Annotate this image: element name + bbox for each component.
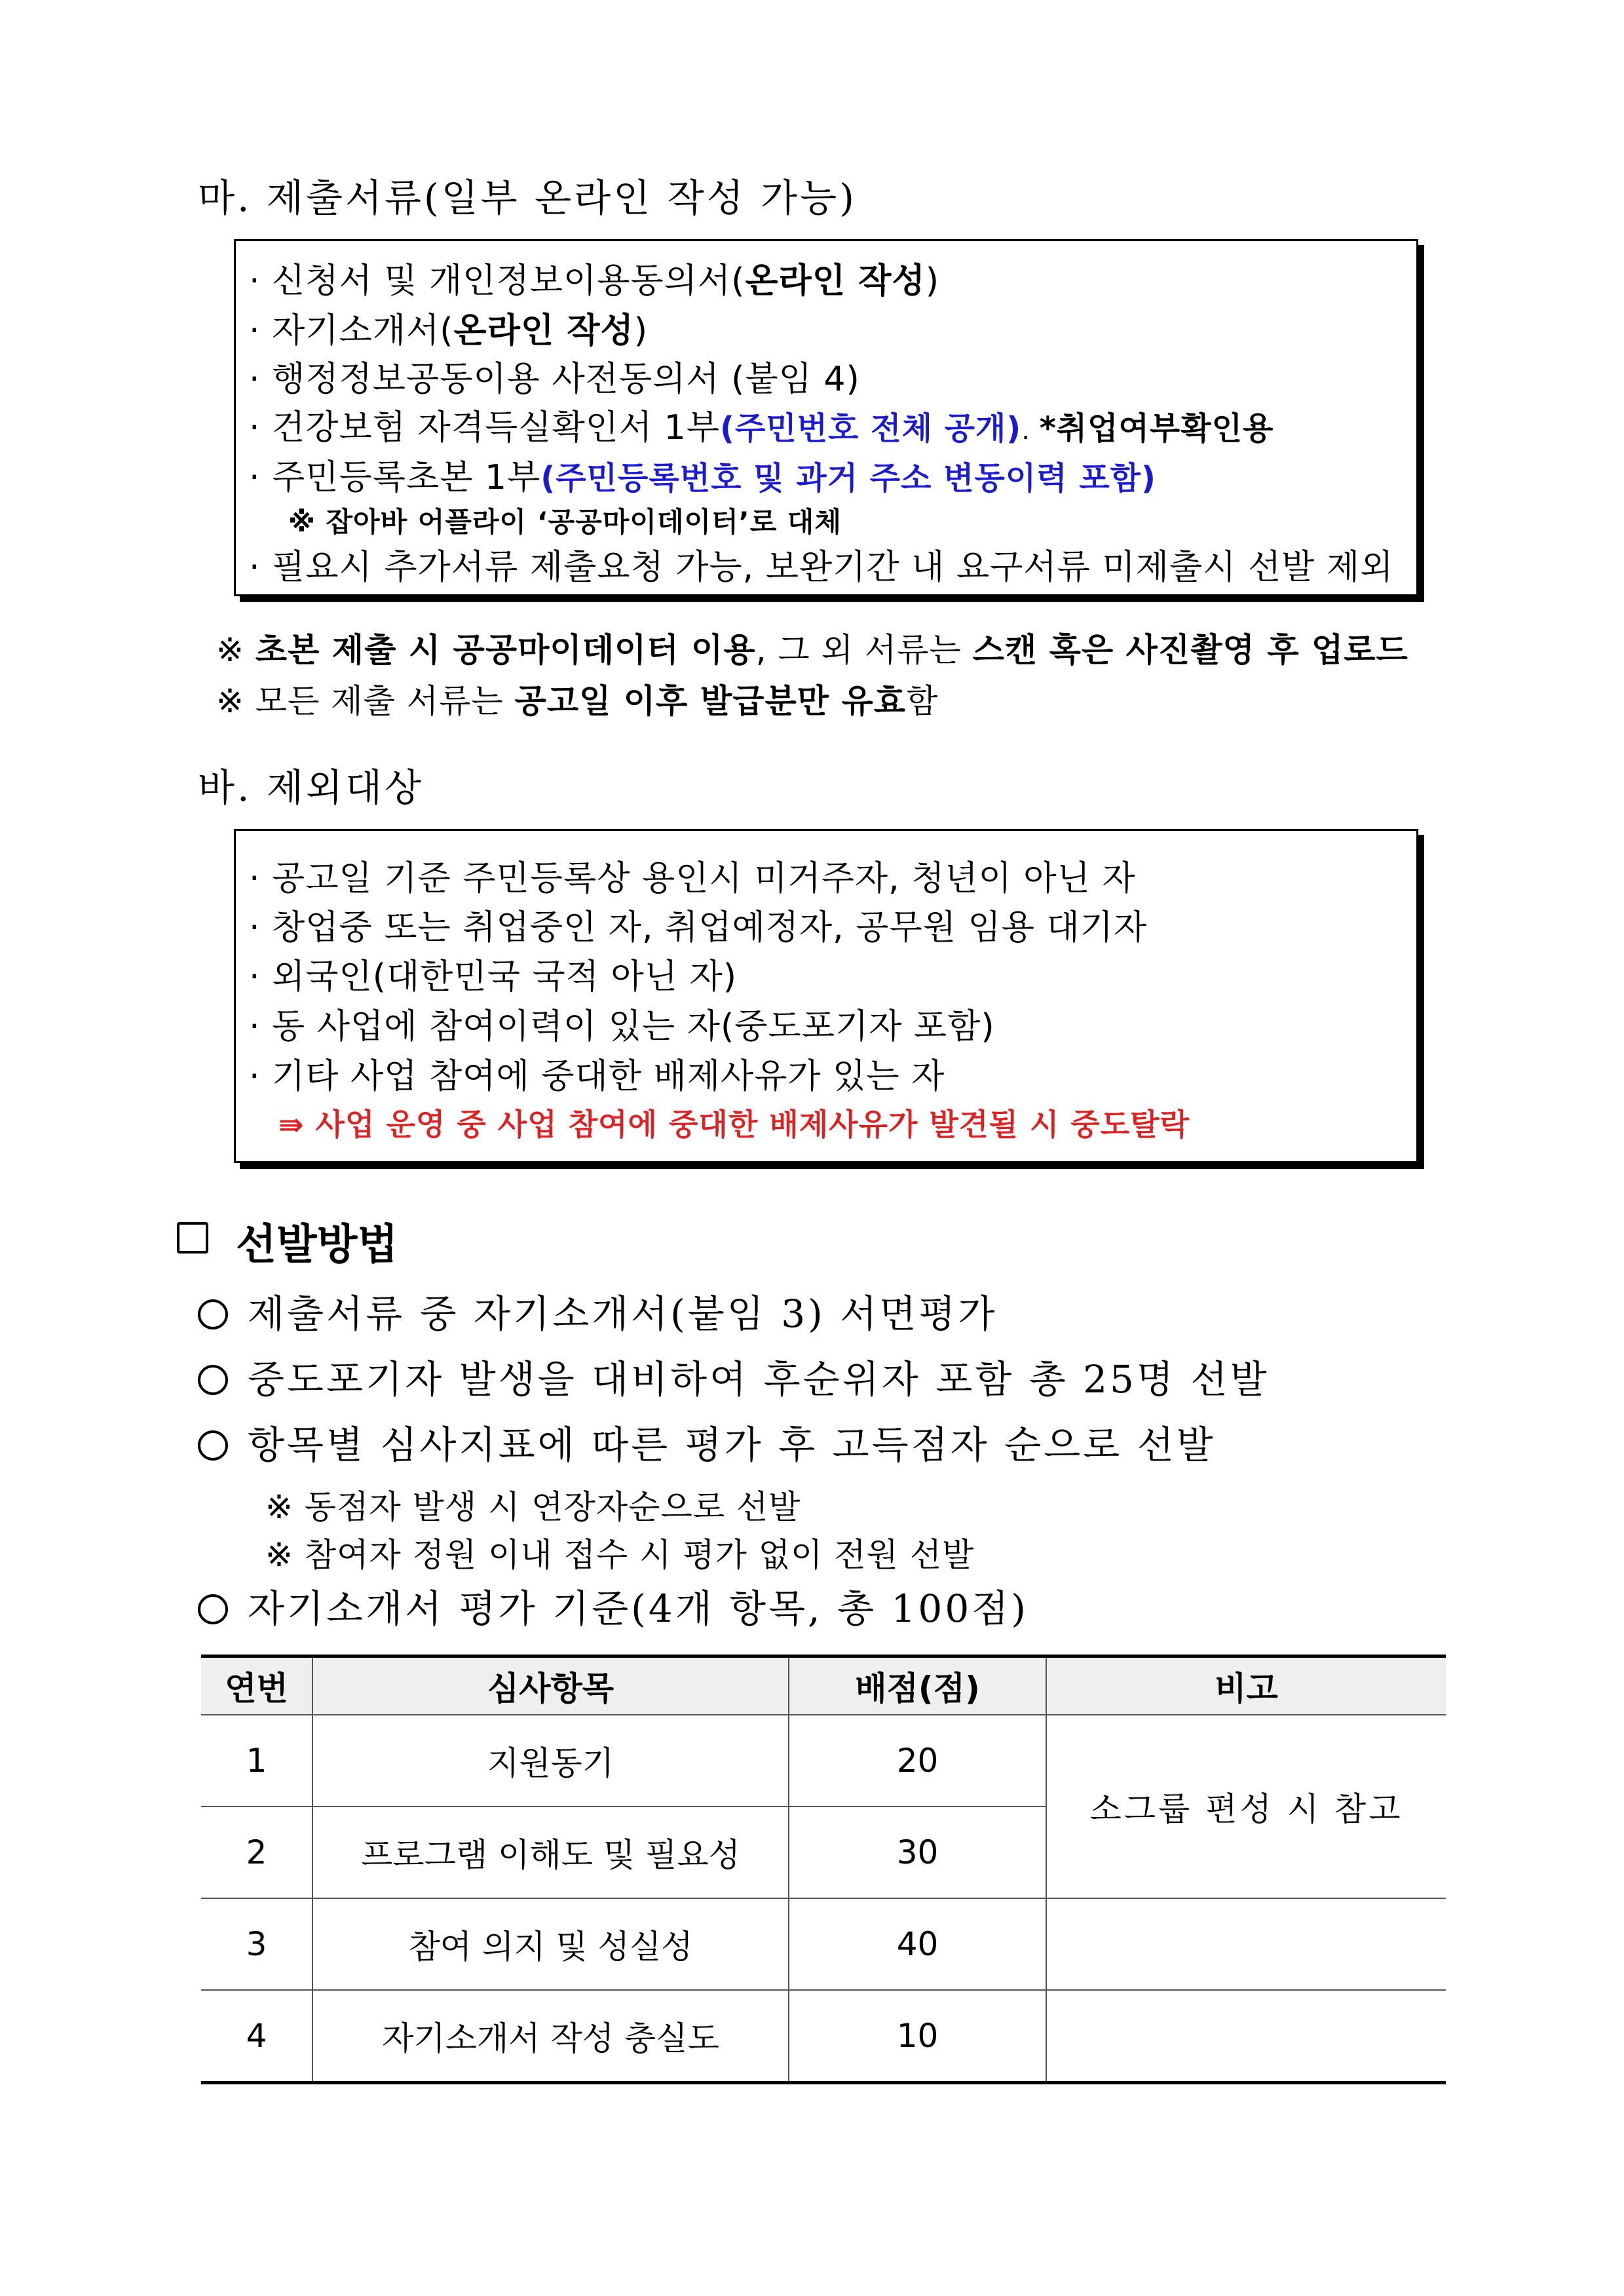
doc-item-note: ※ 잡아바 어플라이 ‘공공마이데이터’로 대체 [288, 506, 842, 538]
row-score: 40 [789, 1898, 1046, 1990]
table-row [201, 1990, 1446, 2083]
exclusion-item: · 동 사업에 참여이력이 있는 자(중도포기자 포함) [249, 1007, 995, 1046]
selection-note: ※ 참여자 정원 이내 접수 시 평가 없이 전원 선발 [265, 1536, 975, 1574]
row-score: 10 [789, 1990, 1046, 2083]
doc-item-consent: · 행정정보공동이용 사전동의서 (붙임 4) [249, 360, 860, 399]
selection-item: 중도포기자 발생을 대비하여 후순위자 포함 총 25명 선발 [198, 1349, 1269, 1404]
row-score: 30 [789, 1807, 1046, 1898]
header-remark: 비고 [1046, 1656, 1446, 1715]
row-remark: 소그룹 편성 시 참고 [1046, 1715, 1446, 1898]
header-no: 연번 [201, 1656, 312, 1715]
section-ba-heading: 바. 제외대상 [198, 765, 425, 810]
row-remark-empty [1046, 1990, 1446, 2083]
row-no: 1 [201, 1715, 312, 1807]
row-remark-empty [1046, 1898, 1446, 1990]
doc-item-application: · 신청서 및 개인정보이용동의서(온라인 작성) [249, 261, 939, 301]
exclusion-box [234, 829, 1418, 1163]
row-item: 프로그램 이해도 및 필요성 [312, 1807, 789, 1898]
row-item: 참여 의지 및 성실성 [312, 1898, 789, 1990]
exclusion-warning: ⇛ 사업 운영 중 사업 참여에 중대한 배제사유가 발견될 시 중도탈락 [278, 1107, 1190, 1142]
circle-bullet-icon [198, 1365, 228, 1395]
documents-box [234, 239, 1418, 596]
row-score: 20 [789, 1715, 1046, 1807]
doc-item-additional: · 필요시 추가서류 제출요청 가능, 보완기간 내 요구서류 미제출시 선발 제외 [249, 548, 1394, 587]
circle-bullet-icon [198, 1299, 228, 1330]
note-validity: ※ 모든 제출 서류는 공고일 이후 발급분만 유효함 [216, 682, 939, 720]
checkbox-icon [177, 1222, 208, 1253]
row-no: 4 [201, 1990, 312, 2083]
exclusion-item: · 창업중 또는 취업중인 자, 취업예정자, 공무원 임용 대기자 [249, 908, 1148, 947]
row-item: 지원동기 [312, 1715, 789, 1807]
section-selection-title: 선발방법 [236, 1221, 398, 1269]
exclusion-item: · 공고일 기준 주민등록상 용인시 미거주자, 청년이 아닌 자 [249, 859, 1136, 898]
selection-item: 제출서류 중 자기소개서(붙임 3) 서면평가 [198, 1283, 997, 1338]
section-ma-heading: 마. 제출서류(일부 온라인 작성 가능) [198, 176, 857, 220]
note-submission-method: ※ 초본 제출 시 공공마이데이터 이용, 그 외 서류는 스캔 혹은 사진촬영 후 업로드 [216, 631, 1408, 669]
circle-bullet-icon [198, 1594, 228, 1624]
doc-item-self-intro: · 자기소개서(온라인 작성) [249, 311, 649, 351]
table-row [201, 1898, 1446, 1990]
table-row [201, 1715, 1446, 1807]
exclusion-item: · 기타 사업 참여에 중대한 배제사유가 있는 자 [249, 1057, 945, 1096]
criteria-heading: 자기소개서 평가 기준(4개 항목, 총 100점) [198, 1578, 1029, 1633]
selection-item: 항목별 심사지표에 따른 평가 후 고득점자 순으로 선발 [198, 1414, 1216, 1469]
table-header-row [201, 1656, 1446, 1715]
row-no: 2 [201, 1807, 312, 1898]
exclusion-item: · 외국인(대한민국 국적 아닌 자) [249, 957, 738, 997]
doc-item-resident-register: · 주민등록초본 1부(주민등록번호 및 과거 주소 변동이력 포함) [249, 458, 1156, 497]
doc-item-health-insurance: · 건강보험 자격득실확인서 1부(주민번호 전체 공개). *취업여부확인용 [249, 408, 1274, 448]
row-no: 3 [201, 1898, 312, 1990]
selection-note: ※ 동점자 발생 시 연장자순으로 선발 [265, 1488, 801, 1526]
header-item: 심사항목 [312, 1656, 789, 1715]
circle-bullet-icon [198, 1430, 228, 1461]
header-score: 배점(점) [789, 1656, 1046, 1715]
evaluation-table [201, 1655, 1446, 2084]
row-item: 자기소개서 작성 충실도 [312, 1990, 789, 2083]
